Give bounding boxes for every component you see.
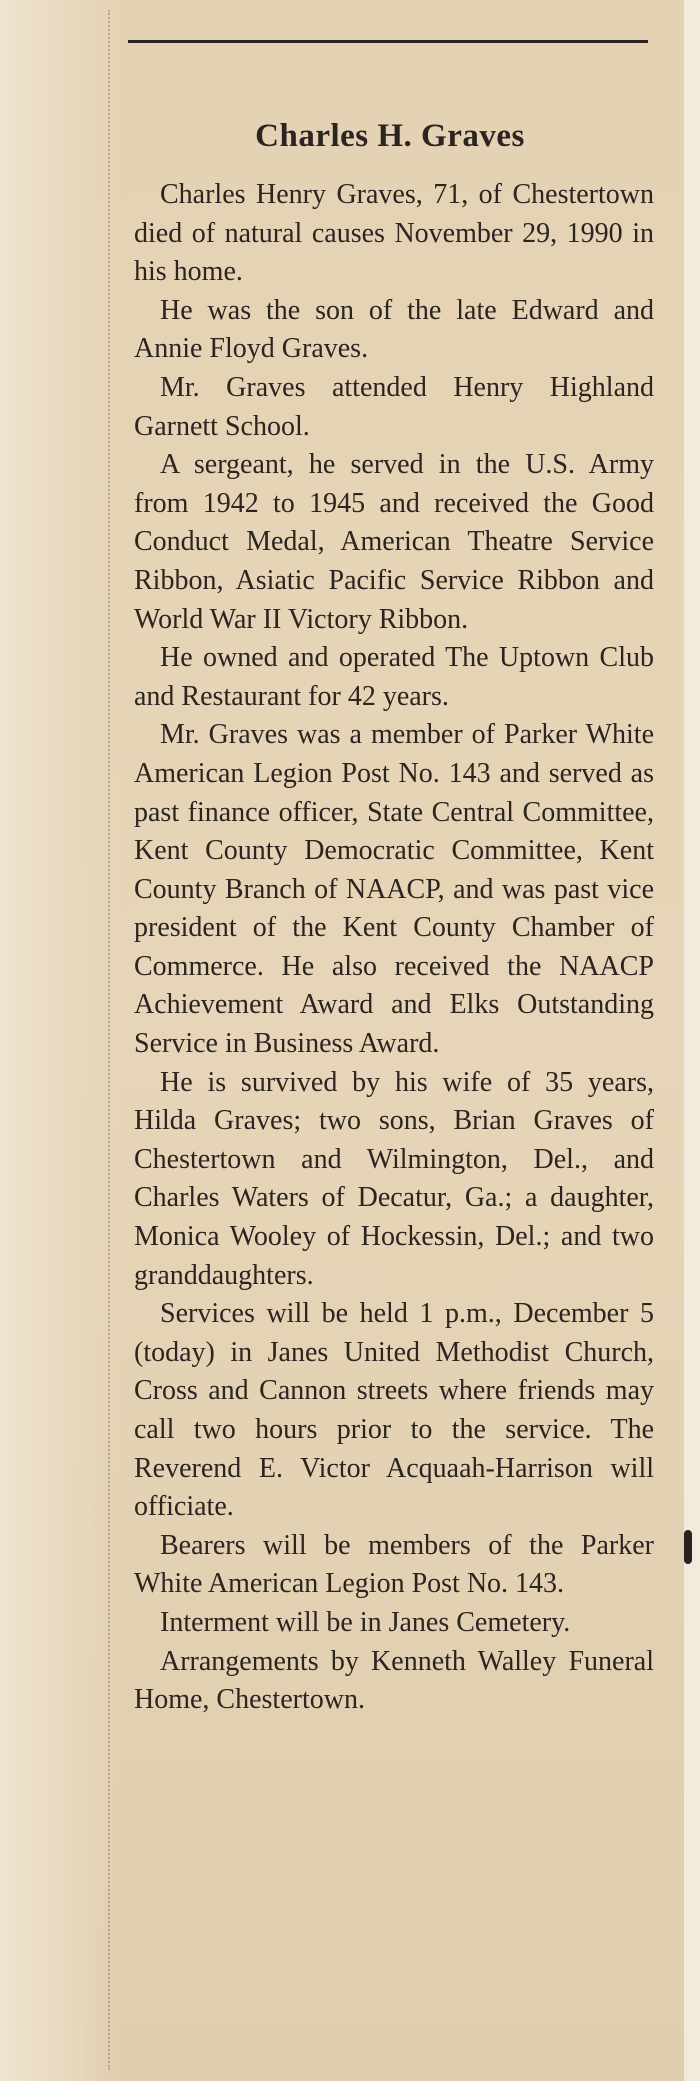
- paragraph-death: Charles Henry Graves, 71, of Chestertown died of natural causes November 29, 1990 in his home.: [134, 179, 654, 288]
- paragraph-school: Mr. Graves attended Henry Highland Garnett School.: [134, 371, 654, 442]
- paragraph-memberships: Mr. Graves was a member of Parker White American Legion Post No. 143 and served as past finance officer, State Central Committee, Kent County Democratic Committee, Kent County Branch of NAACP, and was past vice president of the Kent County Chamber of Commerce. He also received the NAACP Achievement Award and Elks Outstanding Service in Business Award.: [134, 719, 654, 1060]
- obituary-body: [134, 176, 654, 1720]
- paragraph-arrangements: Arrangements by Kenneth Walley Funeral Home, Chestertown.: [134, 1645, 654, 1716]
- paragraph-survivors: He is survived by his wife of 35 years, Hilda Graves; two sons, Brian Graves of Chestertown and Wilmington, Del., and Charles Waters of Decatur, Ga.; a daughter, Monica Wooley of Hockessin, Del.; and two granddaughters.: [134, 1066, 654, 1291]
- paragraph-parents: He was the son of the late Edward and Annie Floyd Graves.: [134, 294, 654, 365]
- column-rule: [128, 40, 648, 43]
- ink-spot: [684, 1530, 692, 1564]
- paper-margin: [684, 0, 700, 2081]
- paragraph-military: A sergeant, he served in the U.S. Army from 1942 to 1945 and received the Good Conduct Medal, American Theatre Service Ribbon, Asiatic Pacific Service Ribbon and World War II Victory Ribbon.: [134, 449, 654, 635]
- paragraph-business: He owned and operated The Uptown Club and Restaurant for 42 years.: [134, 642, 654, 712]
- obituary-title: Charles H. Graves: [255, 118, 525, 154]
- fold-line: [108, 10, 112, 2070]
- paragraph-interment: Interment will be in Janes Cemetery.: [160, 1606, 571, 1638]
- paragraph-bearers: Bearers will be members of the Parker White American Legion Post No. 143.: [134, 1529, 654, 1600]
- paper-edge: [0, 0, 120, 2081]
- paragraph-services: Services will be held 1 p.m., December 5 (today) in Janes United Methodist Church, Cross and Cannon streets where friends may call two hours prior to the service. The Reverend E. Victor Acquaah-Harrison will officiate.: [134, 1298, 654, 1523]
